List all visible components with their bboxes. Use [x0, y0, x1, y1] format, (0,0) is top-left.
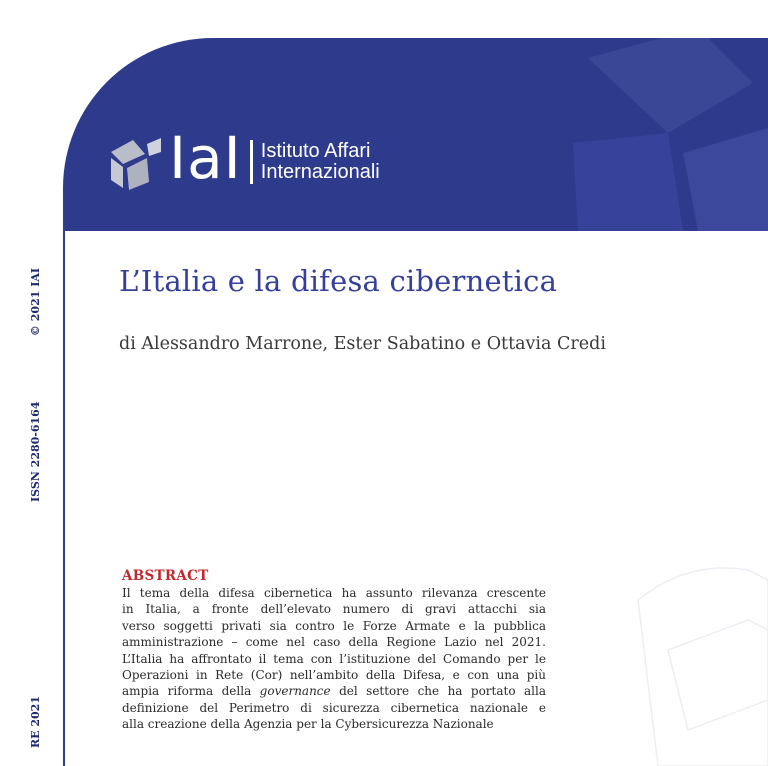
abstract-line: amministrazione – come nel caso della Regione Lazio nel 2021. [122, 635, 546, 650]
abstract-fragment: ampia riforma della [122, 684, 260, 699]
abstract-line: Il tema della difesa cibernetica ha assunto rilevanza crescente [122, 586, 546, 600]
abstract-heading: ABSTRACT [122, 568, 209, 584]
iai-cube-logo-icon [107, 134, 163, 190]
logo-line-2: Internazionali [260, 161, 380, 183]
logo-acronym: IaI [169, 124, 242, 192]
left-margin-rule [63, 231, 65, 766]
abstract-line: alla creazione della Agenzia per la Cybersicurezza Nazionale [122, 717, 494, 732]
copyright-label: © 2021 IAI [29, 267, 42, 337]
logo-wordmark [261, 141, 380, 183]
date-label: RE 2021 [29, 696, 42, 748]
document-title: L’Italia e la difesa cibernetica [119, 264, 558, 298]
logo-line-1: Istituto Affari [260, 140, 371, 162]
abstract-line: L’Italia ha affrontato il tema con l’istituzione del Comando per le [122, 651, 546, 666]
document-authors: di Alessandro Marrone, Ester Sabatino e Ottavia Credi [119, 334, 606, 354]
iai-logo [107, 124, 380, 193]
abstract-fragment: del settore che ha portato alla [330, 684, 546, 699]
cube-decoration-icon [548, 38, 768, 231]
issn-label: ISSN 2280-6164 [29, 401, 42, 502]
abstract-line [122, 683, 546, 699]
abstract-text [122, 585, 546, 733]
abstract-line: verso soggetti privati sia contro le Forze Armate e la pubblica [122, 618, 546, 633]
logo-separator [250, 140, 253, 184]
abstract-italic-term: governance [259, 684, 331, 699]
cube-watermark-icon [598, 540, 768, 766]
abstract-line: definizione del Perimetro di sicurezza cibernetica nazionale e [122, 700, 546, 715]
header-banner [63, 38, 768, 231]
abstract-line: Operazioni in Rete (Cor) nell’ambito della Difesa, e con una più [122, 668, 546, 683]
abstract-line: in Italia, a fronte dell’elevato numero di gravi attacchi sia [122, 602, 546, 617]
